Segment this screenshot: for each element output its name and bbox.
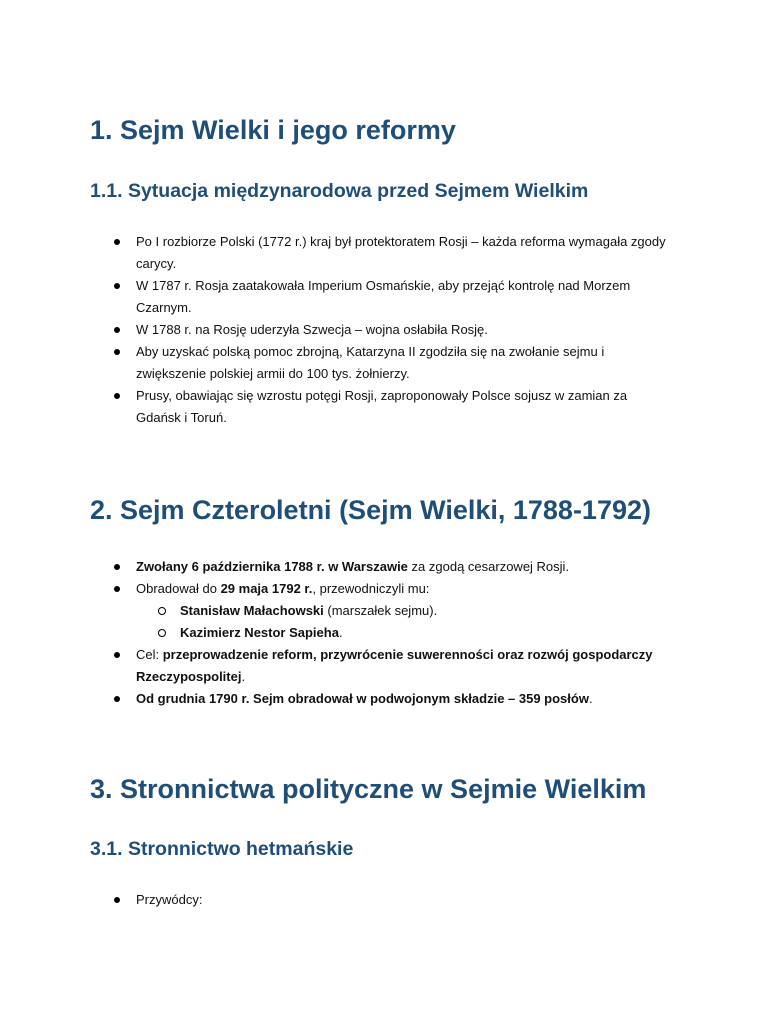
plain-text: .	[241, 669, 246, 684]
list-item	[114, 556, 674, 578]
section-1-heading: 1. Sejm Wielki i jego reformy	[90, 115, 456, 145]
list-item: W 1788 r. na Rosję uderzyła Szwecja – wojna osłabiła Rosję.	[114, 319, 674, 341]
plain-text: za zgodą cesarzowej Rosji.	[407, 559, 570, 574]
plain-text: .	[338, 625, 343, 640]
section-3-heading: 3. Stronnictwa polityczne w Sejmie Wielkim	[90, 774, 647, 804]
section-1-1-heading: 1.1. Sytuacja międzynarodowa przed Sejmem Wielkim	[90, 180, 589, 202]
plain-text: (marszałek sejmu).	[323, 603, 438, 618]
section-2-list	[114, 556, 674, 710]
plain-text: Obradował do	[136, 581, 221, 596]
list-item	[114, 644, 674, 688]
plain-text: .	[588, 691, 593, 706]
section-3-1-heading: 3.1. Stronnictwo hetmańskie	[90, 838, 354, 860]
bold-text: Od grudnia 1790 r. Sejm obradował w podwojonym składzie – 359 posłów	[136, 691, 589, 706]
sub-list-item	[158, 600, 674, 622]
list-item	[114, 688, 674, 710]
section-1-1-list	[114, 231, 674, 429]
bold-text: 29 maja 1792 r.	[220, 581, 313, 596]
bold-text: Zwołany 6 października 1788 r. w Warszawie	[136, 559, 408, 574]
section-3-1-list	[114, 889, 674, 911]
sub-list-item	[158, 622, 674, 644]
plain-text: , przewodniczyli mu:	[312, 581, 430, 596]
bold-text: Kazimierz Nestor Sapieha	[180, 625, 339, 640]
sub-list	[136, 600, 674, 644]
list-item	[114, 578, 674, 644]
section-2-heading: 2. Sejm Czteroletni (Sejm Wielki, 1788-1792)	[90, 495, 651, 525]
list-item: W 1787 r. Rosja zaatakowała Imperium Osmańskie, aby przejąć kontrolę nad Morzem Czarnym.	[114, 275, 674, 319]
bold-text: przeprowadzenie reform, przywrócenie suwerenności oraz rozwój gospodarczy Rzeczypospolitej	[136, 647, 653, 684]
list-item: Aby uzyskać polską pomoc zbrojną, Katarzyna II zgodziła się na zwołanie sejmu i zwiększenie polskiej armii do 100 tys. żołnierzy.	[114, 341, 674, 385]
list-item: Po I rozbiorze Polski (1772 r.) kraj był protektoratem Rosji – każda reforma wymagała zgody carycy.	[114, 231, 674, 275]
list-item: Przywódcy:	[114, 889, 674, 911]
list-item: Prusy, obawiając się wzrostu potęgi Rosji, zaproponowały Polsce sojusz w zamian za Gdańsk i Toruń.	[114, 385, 674, 429]
plain-text: Cel:	[136, 647, 163, 662]
bold-text: Stanisław Małachowski	[180, 603, 324, 618]
